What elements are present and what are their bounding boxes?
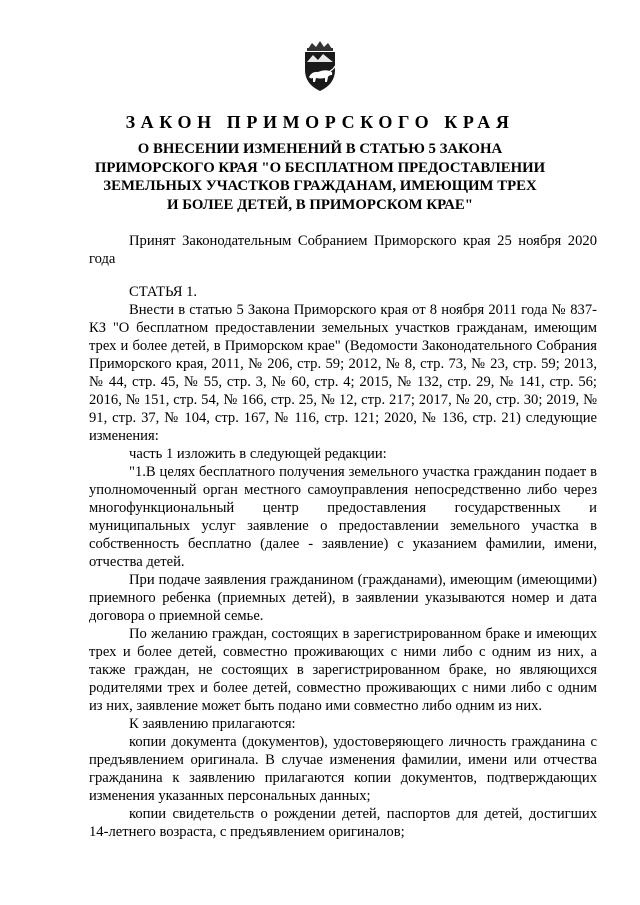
body-paragraph: При подаче заявления гражданином (гражданами), имеющим (имеющими) приемного ребенка (приемных детей), в заявлении указываются номер и дата договора о приемной семье. — [89, 572, 597, 624]
law-title: ЗАКОН ПРИМОРСКОГО КРАЯ — [125, 112, 515, 132]
document-body — [89, 283, 597, 841]
body-paragraph: Внести в статью 5 Закона Приморского края от 8 ноября 2011 года № 837-КЗ "О бесплатном предоставлении земельных участков гражданам, имеющим трех и более детей, в Приморском крае" (Ведомости Законодательного Собрания Приморского края, 2011, № 206, стр. 59; 2012, № 8, стр. 73, № 23, стр. 59; 2013, № 44, стр. 45, № 55, стр. 3, № 60, стр. 4; 2015, № 132, стр. 29, № 141, стр. 56; 2016, № 151, стр. 54, № 166, стр. 25, № 12, стр. 217; 2017, № 20, стр. 30; 2019, № 91, стр. 37, № 104, стр. 167, № 116, стр. 121; 2020, № 136, стр. 21) следующие изменения: — [89, 302, 597, 444]
coat-of-arms-icon — [300, 40, 340, 92]
subtitle-line: И БОЛЕЕ ДЕТЕЙ, В ПРИМОРСКОМ КРАЕ" — [166, 196, 473, 213]
body-paragraph: "1.В целях бесплатного получения земельного участка гражданин подает в уполномоченный орган местного самоуправления непосредственно либо через многофункциональный центр предоставления государственных и муниципальных услуг заявление о предоставлении земельного участка в собственность бесплатно (далее - заявление) с указанием фамилии, имени, отчества детей. — [89, 464, 597, 570]
body-paragraph: часть 1 изложить в следующей редакции: — [129, 446, 387, 462]
adoption-statement: Принят Законодательным Собранием Приморского края 25 ноября 2020 года — [89, 233, 597, 267]
article-heading: СТАТЬЯ 1. — [129, 284, 198, 300]
subtitle-line: ЗЕМЕЛЬНЫХ УЧАСТКОВ ГРАЖДАНАМ, ИМЕЮЩИМ ТРЕХ — [103, 178, 537, 194]
body-paragraph: По желанию граждан, состоящих в зарегистрированном браке и имеющих трех и более детей, совместно проживающих с ними либо с одним из них, а также граждан, не состоящих в зарегистрированном браке, но являющихся родителями трех и более детей, совместно проживающих с ними либо с одним из них, заявление может быть подано ими совместно либо одним из них. — [89, 626, 597, 714]
body-paragraph: копии документа (документов), удостоверяющего личность гражданина с предъявлением оригинала. В случае изменения фамилии, имени или отчества гражданина к заявлению прилагаются копии документов, подтверждающих изменения указанных персональных данных; — [89, 734, 597, 804]
body-paragraph: копии свидетельств о рождении детей, паспортов для детей, достигших 14-летнего возраста, с предъявлением оригиналов; — [89, 806, 597, 840]
law-subtitle — [80, 140, 560, 214]
subtitle-line: ПРИМОРСКОГО КРАЯ "О БЕСПЛАТНОМ ПРЕДОСТАВЛЕНИИ — [94, 159, 546, 176]
body-paragraph: К заявлению прилагаются: — [129, 716, 296, 732]
subtitle-line: О ВНЕСЕНИИ ИЗМЕНЕНИЙ В СТАТЬЮ 5 ЗАКОНА — [137, 141, 503, 157]
